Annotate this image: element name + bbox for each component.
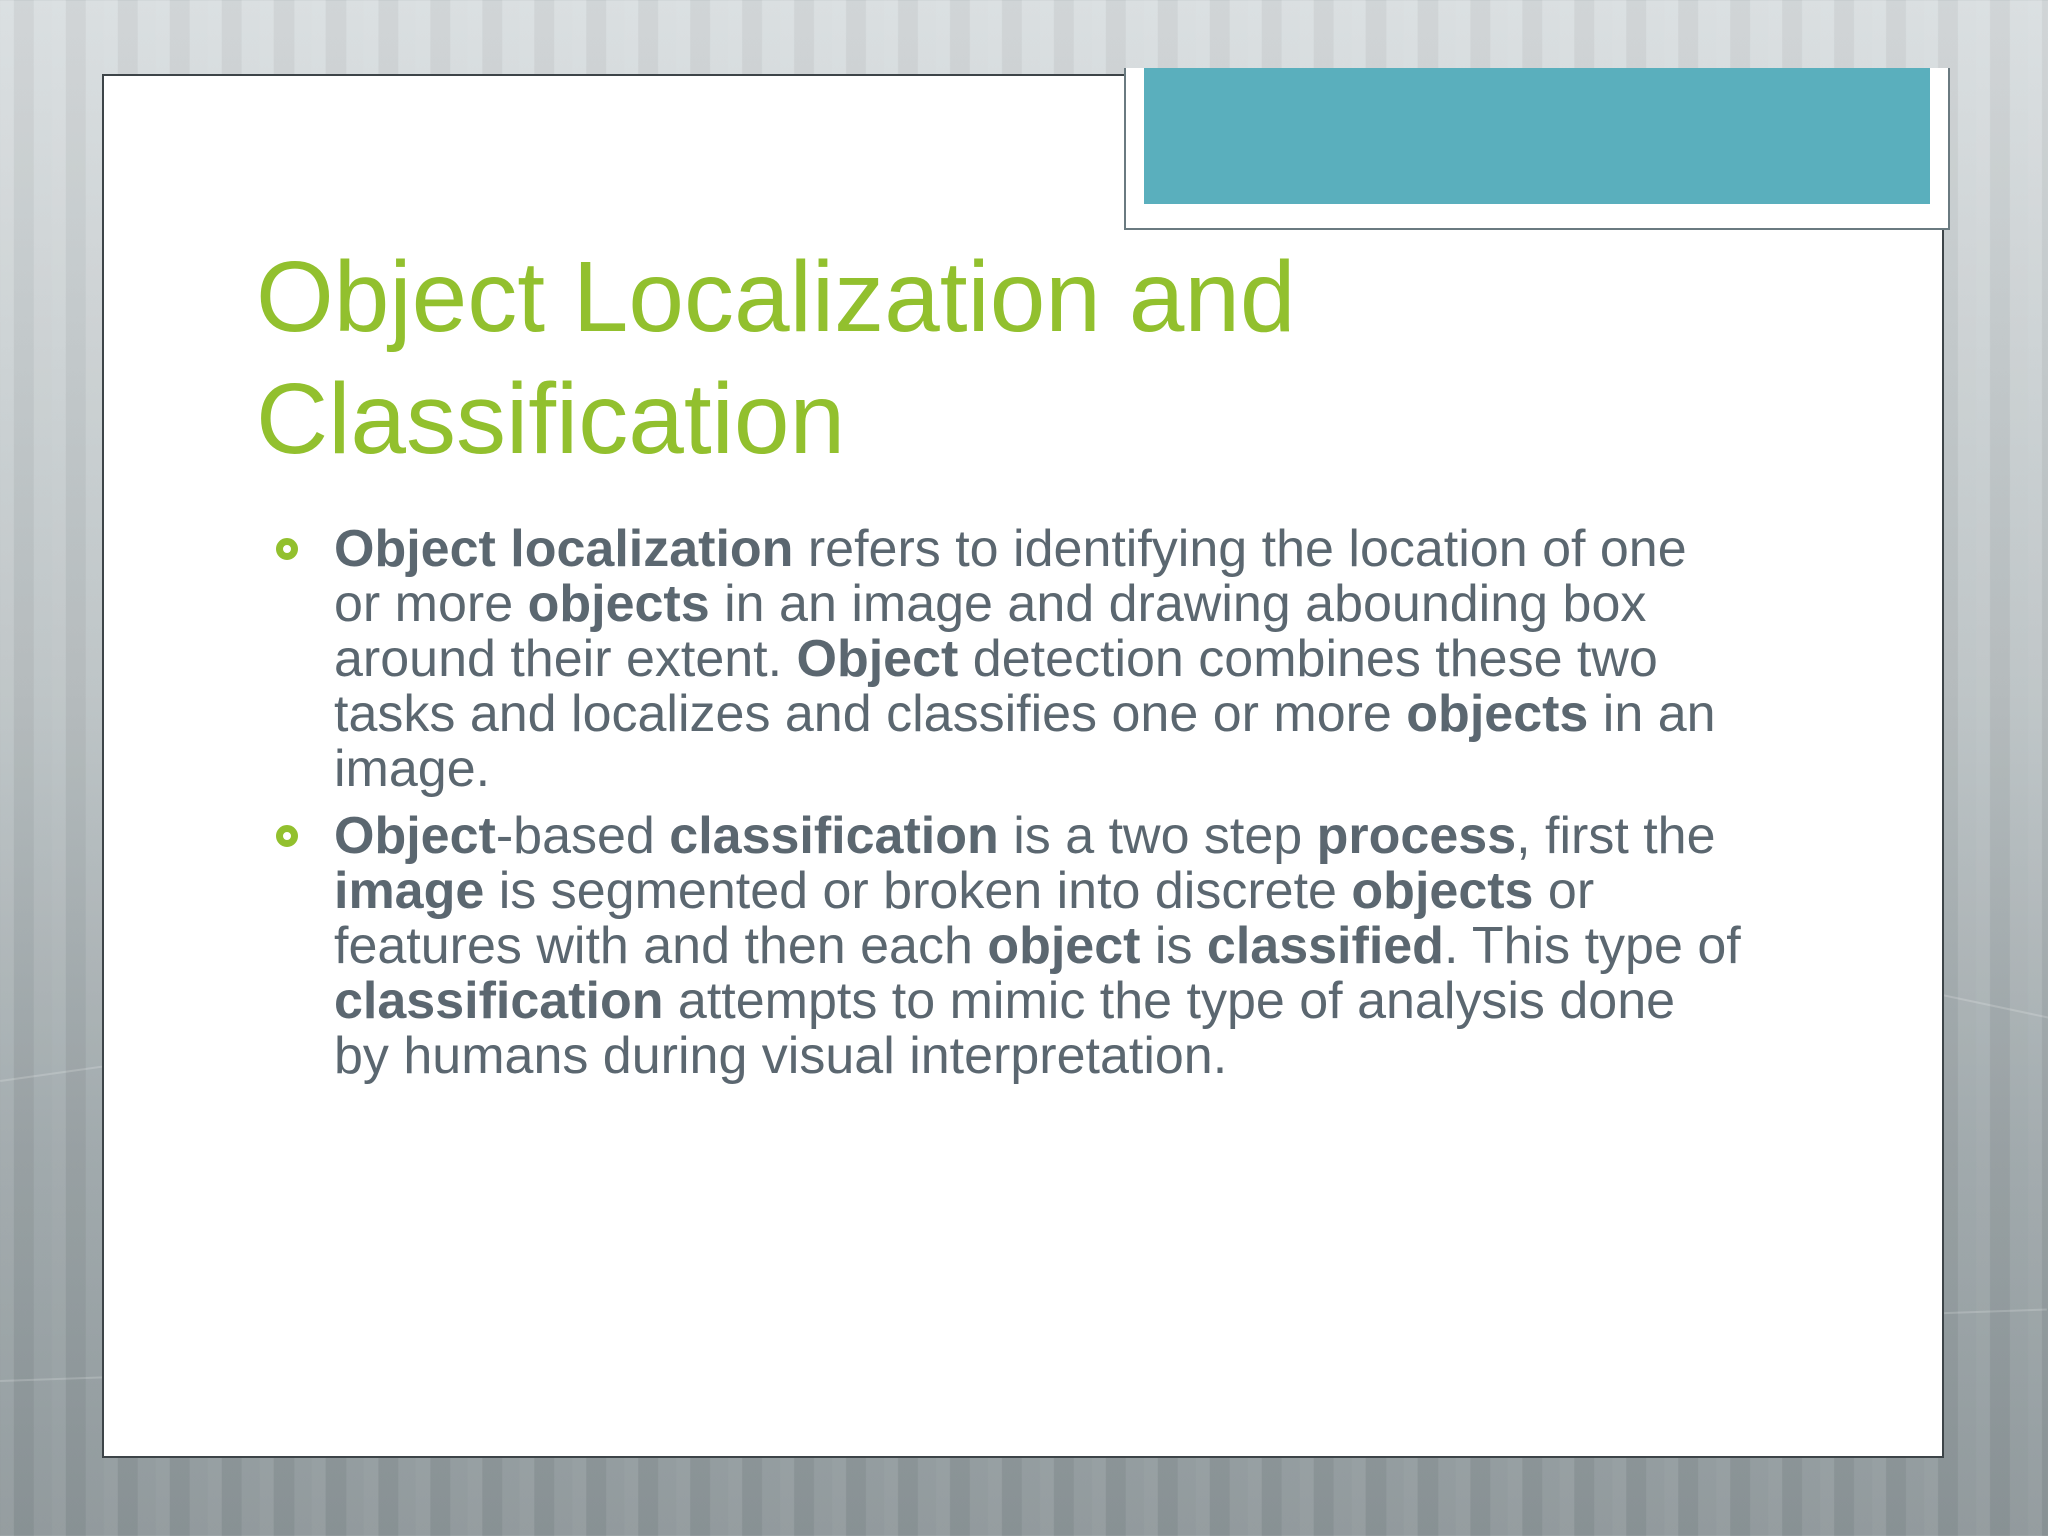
bold-term: Object <box>796 630 959 688</box>
accent-frame <box>1124 68 1950 230</box>
accent-block <box>1144 68 1930 204</box>
text-run: detection combines these two tasks and localizes and classifies one or more <box>334 630 1658 743</box>
bullet-item <box>272 522 1742 797</box>
bold-term: object <box>987 917 1141 975</box>
bold-term: Object localization <box>334 520 794 578</box>
text-run: is a two step <box>998 807 1317 865</box>
slide-canvas <box>102 74 1944 1458</box>
bold-term: classification <box>669 807 999 865</box>
hollow-circle-bullet-icon <box>276 825 298 847</box>
bullet-list <box>272 522 1742 1096</box>
hollow-circle-bullet-icon <box>276 538 298 560</box>
bullet-text <box>334 807 1741 1085</box>
bold-term: classified <box>1206 917 1444 975</box>
slide-title: Object Localization and Classification <box>256 241 1296 475</box>
text-run: in an image and drawing abounding box around their extent. <box>334 575 1647 688</box>
bold-term: classification <box>334 972 664 1030</box>
text-run: or features with and then each <box>334 862 1595 975</box>
text-run: . This type of <box>1443 917 1741 975</box>
text-run: is <box>1140 917 1207 975</box>
bold-term: process <box>1316 807 1517 865</box>
text-run: is segmented or broken into discrete <box>484 862 1352 920</box>
bold-term: objects <box>527 575 710 633</box>
bold-term: objects <box>1351 862 1534 920</box>
bold-term: objects <box>1406 685 1589 743</box>
bullet-text <box>334 520 1716 798</box>
text-run: , first the <box>1516 807 1716 865</box>
text-run: in an image. <box>334 685 1716 798</box>
bold-term: image <box>334 862 485 920</box>
bold-term: Object <box>334 807 496 865</box>
text-run: attempts to mimic the type of analysis done by humans during visual interpretation. <box>334 972 1676 1085</box>
text-run: refers to identifying the location of one or more <box>334 520 1687 633</box>
bullet-item <box>272 809 1742 1084</box>
text-run: -based <box>495 807 670 865</box>
